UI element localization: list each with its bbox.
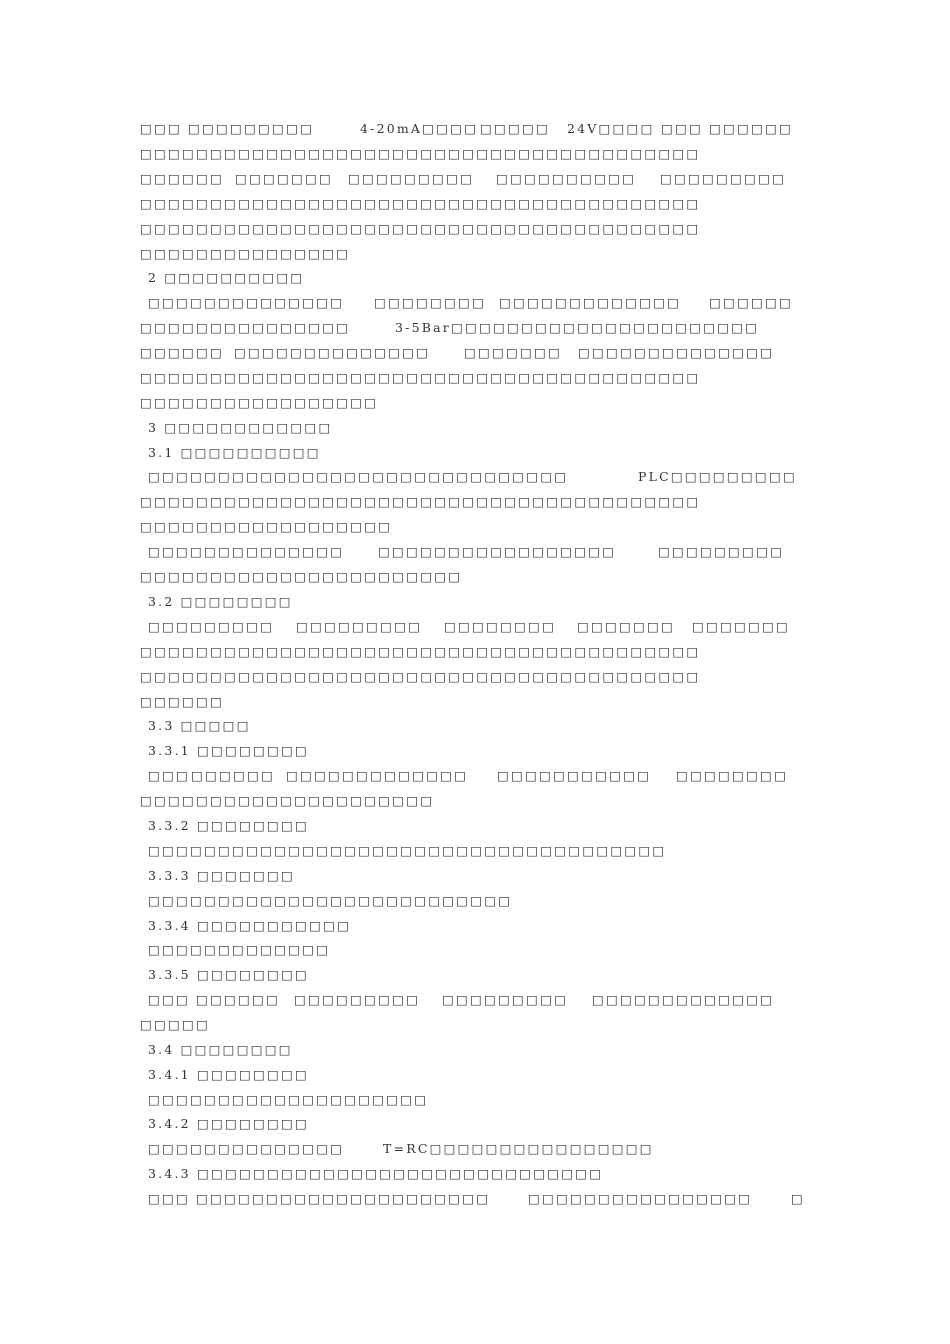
text-line: □□□□□□□□□□□□□□□□□□□□□□□□□□□□□□□□□□□□□□□□ [140, 494, 701, 509]
text-segment: □□□□□□□□□ [296, 619, 423, 634]
text-segment: □□□□□□ [140, 171, 225, 186]
section-heading: 3.4.2 □□□□□□□□ [148, 1116, 310, 1131]
text-line: □□□□□□□□□□□□□□□□□ [140, 395, 379, 410]
text-segment: □□□□□□□□□ [188, 121, 315, 136]
section-heading: 3.1 □□□□□□□□□□ [148, 445, 321, 460]
text-segment: □□□□□□□ [577, 619, 676, 634]
text-line [140, 169, 820, 189]
text-segment: □□□□□□□ [464, 345, 563, 360]
text-line [148, 1139, 828, 1159]
text-segment: □□□□□□□□□□□□□□□□□□□□□ [196, 1191, 491, 1206]
text-segment: □□□ [148, 1191, 191, 1206]
text-segment: □□□□□□□□□□□□□□□ [140, 320, 351, 335]
text-line [148, 293, 828, 313]
text-segment: □□□□□□ [191, 768, 276, 783]
text-segment: □□□□□□□□□□□□□□□□□□□□□□□□□□□□□□ [148, 469, 569, 484]
text-segment: PLC□□□□□□□□□ [638, 469, 797, 484]
text-line: □□□□□□□□□□□□□□□□□□□□□□□ [140, 569, 463, 584]
text-line: □□□□□□□□□□□□□□□□□□□□□□□□□□□□□□□□□□□□□□□□ [140, 669, 701, 684]
section-heading: 3 □□□□□□□□□□□□ [148, 420, 333, 435]
text-segment: □□□□□□□□ [676, 768, 789, 783]
text-segment: □□□□□□□□□□□□□ [286, 768, 469, 783]
text-line: □□□□□ [140, 1017, 211, 1032]
text-line: □□□□□□ [140, 694, 225, 709]
section-heading: 3.3.2 □□□□□□□□ [148, 818, 310, 833]
section-heading: 3.3.4 □□□□□□□□□□□ [148, 918, 352, 933]
text-segment: □□□ [661, 121, 704, 136]
text-segment: □□□□□□□□□□□□□□ [578, 345, 775, 360]
text-line: □□□□□□□□□□□□□□□□□□□□□□□□□□□□□□□□□□□□□ [148, 843, 667, 858]
text-line: □□□□□□□□□□□□□□□□□□□□□□□□□□□□□□□□□□□□□□□□ [140, 644, 701, 659]
text-segment: □□□□□□□□□□□□□□□□□ [378, 544, 617, 559]
text-line: □□□□□□□□□□□□□□□□□□□□□□□□□□ [148, 893, 513, 908]
section-heading: 3.2 □□□□□□□□ [148, 594, 293, 609]
text-line [148, 1189, 828, 1209]
text-segment: 24V□□□□ [567, 121, 655, 136]
section-heading: 3.4.1 □□□□□□□□ [148, 1067, 310, 1082]
text-line [148, 990, 828, 1010]
text-line: □□□□□□□□□□□□□□□□□□□□□ [140, 793, 435, 808]
text-segment: □□□□□□□□□ [348, 171, 475, 186]
text-segment: 4-20mA□□□□ [360, 121, 479, 136]
text-segment: □□□□□□□□ [444, 619, 557, 634]
text-segment: □□□□□□ [709, 295, 794, 310]
text-segment: □□□□□□□□□□□□□ [592, 992, 775, 1007]
text-segment: □□□□□□□□ [374, 295, 487, 310]
text-line: □□□□□□□□□□□□□□□□□□□□□□□□□□□□□□□□□□□□□□□□ [140, 146, 701, 161]
text-segment: □□□□□□ [709, 121, 794, 136]
text-line [140, 318, 820, 338]
text-segment: □□□□□□□□□ [148, 619, 275, 634]
text-line: □□□□□□□□□□□□□□□□□□□□□□□□□□□□□□□□□□□□□□□□ [140, 370, 701, 385]
text-line [148, 542, 828, 562]
text-segment: □□□□□ [480, 121, 551, 136]
text-segment: □□□□□□□□□□□ [497, 768, 652, 783]
text-segment: □□□ [148, 992, 191, 1007]
text-segment: 3-5Bar□□□□□□□□□□□□□□□□□□□□□□ [395, 320, 760, 335]
text-segment: T=RC□□□□□□□□□□□□□□□□ [383, 1141, 654, 1156]
text-segment: □□□□□□□ [692, 619, 791, 634]
section-heading: 3.3.1 □□□□□□□□ [148, 743, 310, 758]
text-segment: □□□□□□□□□ [294, 992, 421, 1007]
text-segment: □□□□□□□□□□□□□□ [148, 1141, 345, 1156]
text-line [148, 617, 828, 637]
text-segment: □□□□□□□□□ [660, 171, 787, 186]
text-segment: □□□ [140, 121, 183, 136]
text-line [148, 467, 828, 487]
text-segment: □□□□□□□□□□□□□ [499, 295, 682, 310]
text-line [148, 766, 828, 786]
section-heading: 3.4.3 □□□□□□□□□□□□□□□□□□□□□□□□□□□□□ [148, 1166, 604, 1181]
text-line: □□□□□□□□□□□□□ [148, 942, 331, 957]
text-segment: □□□□□□□□□□□□□□ [234, 345, 431, 360]
text-line [140, 119, 820, 139]
text-line [140, 343, 820, 363]
text-segment: □□□□□□□□□□ [496, 171, 637, 186]
text-segment: □□□□□□□□□□□□□□ [148, 295, 345, 310]
section-heading: 3.4 □□□□□□□□ [148, 1042, 293, 1057]
text-segment: □□□□□□□□□ [658, 544, 785, 559]
text-line: □□□□□□□□□□□□□□□□□□ [140, 519, 393, 534]
text-line: □□□□□□□□□□□□□□□ [140, 246, 351, 261]
text-segment: □□□□□□□□□□□□□□□□ [528, 1191, 753, 1206]
text-segment: □□□□□□□□□□□□□□ [148, 544, 345, 559]
text-segment: □ [791, 1191, 806, 1206]
text-segment: □□□□□□□□□ [442, 992, 569, 1007]
text-segment: □□□ [148, 768, 191, 783]
text-line: □□□□□□□□□□□□□□□□□□□□□□□□□□□□□□□□□□□□□□□□ [140, 221, 701, 236]
text-segment: □□□□□□□ [235, 171, 334, 186]
section-heading: 3.3.3 □□□□□□□ [148, 868, 296, 883]
text-line: □□□□□□□□□□□□□□□□□□□□ [148, 1092, 429, 1107]
section-heading: 3.3.5 □□□□□□□□ [148, 967, 310, 982]
text-line: □□□□□□□□□□□□□□□□□□□□□□□□□□□□□□□□□□□□□□□□ [140, 196, 701, 211]
text-segment: □□□□□□ [140, 345, 225, 360]
text-segment: □□□□□□ [196, 992, 281, 1007]
section-heading: 3.3 □□□□□ [148, 718, 251, 733]
section-heading: 2 □□□□□□□□□□ [148, 270, 305, 285]
